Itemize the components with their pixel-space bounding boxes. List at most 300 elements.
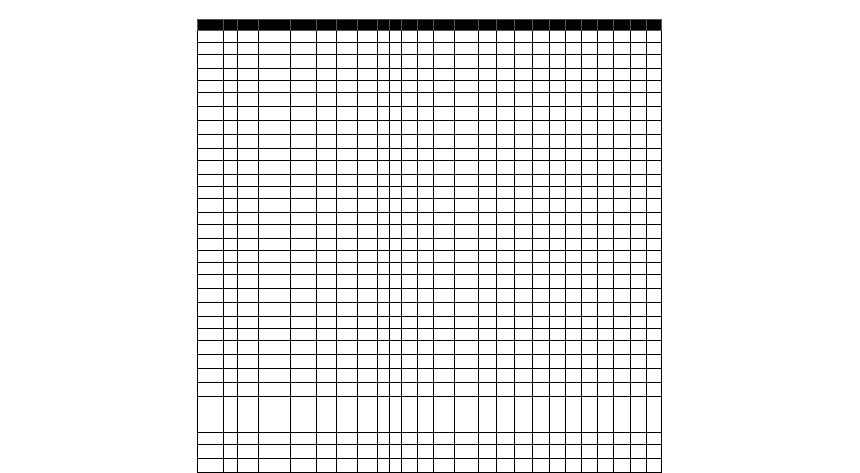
table-cell xyxy=(497,251,515,263)
table-cell xyxy=(549,31,565,43)
table-cell xyxy=(357,187,377,199)
table-cell xyxy=(646,317,661,329)
table-cell xyxy=(614,433,630,445)
table-cell xyxy=(614,43,630,55)
table-cell xyxy=(434,275,454,289)
table-cell xyxy=(357,329,377,341)
table-cell xyxy=(614,397,630,433)
table-cell xyxy=(389,121,401,135)
table-cell xyxy=(515,213,533,225)
table-cell xyxy=(224,31,238,43)
table-cell xyxy=(238,239,258,251)
table-cell xyxy=(630,251,646,263)
table-cell xyxy=(198,161,224,175)
table-cell xyxy=(533,341,549,355)
table-cell xyxy=(238,149,258,161)
table-cell xyxy=(533,135,549,149)
table-cell xyxy=(549,433,565,445)
table-cell xyxy=(630,121,646,135)
table-cell xyxy=(614,317,630,329)
table-cell xyxy=(630,317,646,329)
table-cell xyxy=(357,107,377,121)
table-cell xyxy=(565,81,581,93)
table-cell xyxy=(646,161,661,175)
table-cell xyxy=(515,187,533,199)
table-cell xyxy=(418,213,434,225)
table-cell xyxy=(614,135,630,149)
table-cell xyxy=(515,329,533,341)
table-cell xyxy=(377,355,389,369)
table-cell xyxy=(497,31,515,43)
table-cell xyxy=(238,355,258,369)
table-cell xyxy=(581,93,597,107)
column-header xyxy=(646,20,661,31)
table-cell xyxy=(497,275,515,289)
table-cell xyxy=(418,445,434,459)
table-cell xyxy=(238,213,258,225)
table-cell xyxy=(630,289,646,303)
table-cell xyxy=(377,445,389,459)
table-cell xyxy=(646,121,661,135)
table-cell xyxy=(454,383,478,397)
table-cell xyxy=(478,187,496,199)
table-cell xyxy=(598,397,614,433)
table-cell xyxy=(614,175,630,187)
table-cell xyxy=(337,317,357,329)
table-cell xyxy=(357,445,377,459)
table-cell xyxy=(337,459,357,473)
table-cell xyxy=(614,239,630,251)
table-cell xyxy=(646,303,661,317)
column-header xyxy=(337,20,357,31)
table-cell xyxy=(418,459,434,473)
table-cell xyxy=(434,445,454,459)
table-cell xyxy=(377,369,389,383)
table-cell xyxy=(614,161,630,175)
table-cell xyxy=(317,31,337,43)
table-cell xyxy=(497,369,515,383)
table-cell xyxy=(598,225,614,239)
table-cell xyxy=(646,213,661,225)
table-cell xyxy=(549,69,565,81)
table-cell xyxy=(581,383,597,397)
table-cell xyxy=(646,329,661,341)
table-cell xyxy=(614,289,630,303)
table-cell xyxy=(337,275,357,289)
table-cell xyxy=(377,213,389,225)
table-cell xyxy=(238,175,258,187)
table-cell xyxy=(565,355,581,369)
table-cell xyxy=(454,445,478,459)
table-cell xyxy=(515,149,533,161)
table-cell xyxy=(565,107,581,121)
table-cell xyxy=(614,329,630,341)
table-cell xyxy=(434,355,454,369)
table-cell xyxy=(565,289,581,303)
table-cell xyxy=(198,175,224,187)
table-cell xyxy=(454,263,478,275)
table-cell xyxy=(317,289,337,303)
table-cell xyxy=(290,275,316,289)
table-cell xyxy=(402,93,418,107)
table-cell xyxy=(238,341,258,355)
table-cell xyxy=(238,397,258,433)
table-row xyxy=(198,149,662,161)
table-cell xyxy=(565,397,581,433)
table-cell xyxy=(290,341,316,355)
table-cell xyxy=(290,213,316,225)
table-cell xyxy=(454,459,478,473)
table-cell xyxy=(614,55,630,69)
table-cell xyxy=(402,175,418,187)
table-cell xyxy=(515,31,533,43)
table-cell xyxy=(357,317,377,329)
table-cell xyxy=(478,459,496,473)
table-cell xyxy=(549,121,565,135)
table-cell xyxy=(630,445,646,459)
table-cell xyxy=(549,303,565,317)
table-cell xyxy=(198,187,224,199)
table-cell xyxy=(598,263,614,275)
table-cell xyxy=(434,289,454,303)
table-cell xyxy=(357,199,377,213)
table-cell xyxy=(258,81,290,93)
table-cell xyxy=(290,175,316,187)
table-cell xyxy=(418,317,434,329)
table-cell xyxy=(565,187,581,199)
table-cell xyxy=(454,397,478,433)
table-cell xyxy=(198,121,224,135)
table-cell xyxy=(533,121,549,135)
table-cell xyxy=(630,161,646,175)
table-cell xyxy=(418,81,434,93)
table-row xyxy=(198,263,662,275)
table-cell xyxy=(630,303,646,317)
table-cell xyxy=(238,121,258,135)
table-cell xyxy=(598,161,614,175)
table-cell xyxy=(198,55,224,69)
table-cell xyxy=(614,31,630,43)
table-cell xyxy=(317,383,337,397)
table-cell xyxy=(238,369,258,383)
table-cell xyxy=(646,263,661,275)
table-cell xyxy=(389,369,401,383)
table-cell xyxy=(497,289,515,303)
table-cell xyxy=(224,43,238,55)
table-cell xyxy=(515,81,533,93)
table-cell xyxy=(478,341,496,355)
table-cell xyxy=(581,135,597,149)
table-cell xyxy=(224,213,238,225)
table-cell xyxy=(258,341,290,355)
table-cell xyxy=(581,263,597,275)
table-cell xyxy=(614,459,630,473)
table-cell xyxy=(337,43,357,55)
table-cell xyxy=(224,121,238,135)
table-cell xyxy=(434,263,454,275)
table-cell xyxy=(598,445,614,459)
table-cell xyxy=(402,355,418,369)
table-cell xyxy=(581,107,597,121)
table-cell xyxy=(630,135,646,149)
table-cell xyxy=(198,263,224,275)
table-cell xyxy=(646,445,661,459)
table-cell xyxy=(454,289,478,303)
table-cell xyxy=(565,275,581,289)
table-cell xyxy=(598,135,614,149)
table-cell xyxy=(565,445,581,459)
table-cell xyxy=(238,433,258,445)
table-cell xyxy=(515,43,533,55)
table-cell xyxy=(533,445,549,459)
table-cell xyxy=(377,199,389,213)
table-cell xyxy=(198,225,224,239)
table-cell xyxy=(290,355,316,369)
table-cell xyxy=(646,175,661,187)
table-cell xyxy=(630,369,646,383)
table-cell xyxy=(565,263,581,275)
table-cell xyxy=(389,199,401,213)
table-cell xyxy=(402,383,418,397)
table-cell xyxy=(598,275,614,289)
table-cell xyxy=(646,81,661,93)
table-cell xyxy=(389,225,401,239)
table-cell xyxy=(258,187,290,199)
table-cell xyxy=(598,433,614,445)
table-cell xyxy=(646,341,661,355)
table-row xyxy=(198,303,662,317)
table-cell xyxy=(549,317,565,329)
table-cell xyxy=(357,369,377,383)
table-cell xyxy=(317,149,337,161)
table-cell xyxy=(224,81,238,93)
table-cell xyxy=(478,383,496,397)
table-cell xyxy=(565,459,581,473)
table-cell xyxy=(434,161,454,175)
table-cell xyxy=(434,251,454,263)
table-cell xyxy=(418,107,434,121)
column-header xyxy=(630,20,646,31)
table-cell xyxy=(497,43,515,55)
table-cell xyxy=(389,383,401,397)
table-cell xyxy=(581,341,597,355)
table-cell xyxy=(389,55,401,69)
column-header xyxy=(497,20,515,31)
table-cell xyxy=(402,81,418,93)
table-cell xyxy=(224,161,238,175)
table-cell xyxy=(389,107,401,121)
table-cell xyxy=(258,303,290,317)
table-cell xyxy=(515,275,533,289)
table-cell xyxy=(418,55,434,69)
table-cell xyxy=(454,93,478,107)
table-cell xyxy=(598,81,614,93)
table-cell xyxy=(290,369,316,383)
table-cell xyxy=(497,69,515,81)
table-cell xyxy=(418,433,434,445)
table-cell xyxy=(238,93,258,107)
table-cell xyxy=(357,81,377,93)
table-cell xyxy=(389,161,401,175)
table-cell xyxy=(454,225,478,239)
table-cell xyxy=(224,251,238,263)
table-cell xyxy=(533,107,549,121)
table-cell xyxy=(198,251,224,263)
table-cell xyxy=(549,329,565,341)
table-cell xyxy=(515,107,533,121)
table-cell xyxy=(402,459,418,473)
column-header xyxy=(549,20,565,31)
table-cell xyxy=(290,289,316,303)
table-cell xyxy=(533,93,549,107)
table-cell xyxy=(224,329,238,341)
table-cell xyxy=(497,187,515,199)
table-cell xyxy=(290,149,316,161)
table-cell xyxy=(224,289,238,303)
table-cell xyxy=(337,149,357,161)
table-cell xyxy=(549,175,565,187)
table-cell xyxy=(224,303,238,317)
table-cell xyxy=(198,459,224,473)
table-cell xyxy=(402,213,418,225)
table-cell xyxy=(454,275,478,289)
table-cell xyxy=(238,31,258,43)
table-cell xyxy=(290,43,316,55)
table-cell xyxy=(389,355,401,369)
column-header xyxy=(614,20,630,31)
table-cell xyxy=(357,251,377,263)
table-cell xyxy=(497,55,515,69)
table-cell xyxy=(418,121,434,135)
table-cell xyxy=(478,275,496,289)
table-cell xyxy=(317,303,337,317)
table-cell xyxy=(402,263,418,275)
table-cell xyxy=(198,317,224,329)
table-cell xyxy=(337,81,357,93)
table-cell xyxy=(238,289,258,303)
table-row xyxy=(198,317,662,329)
table-cell xyxy=(515,175,533,187)
table-cell xyxy=(478,239,496,251)
table-row xyxy=(198,397,662,433)
table-cell xyxy=(238,199,258,213)
table-cell xyxy=(290,199,316,213)
table-cell xyxy=(434,55,454,69)
table-row xyxy=(198,341,662,355)
table-cell xyxy=(402,187,418,199)
table-cell xyxy=(418,199,434,213)
table-cell xyxy=(389,135,401,149)
table-cell xyxy=(549,459,565,473)
table-row xyxy=(198,93,662,107)
table-row xyxy=(198,161,662,175)
table-cell xyxy=(418,93,434,107)
table-cell xyxy=(565,303,581,317)
table-cell xyxy=(565,341,581,355)
table-cell xyxy=(317,317,337,329)
table-body xyxy=(198,31,662,473)
table-cell xyxy=(238,69,258,81)
table-cell xyxy=(198,239,224,251)
table-cell xyxy=(198,213,224,225)
table-cell xyxy=(389,213,401,225)
table-cell xyxy=(418,239,434,251)
table-cell xyxy=(198,107,224,121)
table-cell xyxy=(377,31,389,43)
table-cell xyxy=(454,187,478,199)
table-cell xyxy=(377,397,389,433)
table-cell xyxy=(497,397,515,433)
table-cell xyxy=(581,187,597,199)
table-cell xyxy=(258,383,290,397)
table-row xyxy=(198,43,662,55)
table-cell xyxy=(377,161,389,175)
table-row xyxy=(198,369,662,383)
table-cell xyxy=(614,369,630,383)
table-cell xyxy=(418,69,434,81)
table-cell xyxy=(337,175,357,187)
table-cell xyxy=(402,369,418,383)
table-cell xyxy=(581,289,597,303)
table-cell xyxy=(478,199,496,213)
table-cell xyxy=(402,225,418,239)
table-row xyxy=(198,107,662,121)
table-cell xyxy=(581,275,597,289)
table-cell xyxy=(533,149,549,161)
table-cell xyxy=(357,383,377,397)
table-cell xyxy=(357,263,377,275)
table-cell xyxy=(478,43,496,55)
table-cell xyxy=(646,289,661,303)
table-cell xyxy=(389,459,401,473)
table-row xyxy=(198,329,662,341)
table-cell xyxy=(198,43,224,55)
table-cell xyxy=(454,107,478,121)
table-cell xyxy=(337,341,357,355)
table-cell xyxy=(549,263,565,275)
table-cell xyxy=(337,263,357,275)
table-cell xyxy=(646,355,661,369)
table-cell xyxy=(515,303,533,317)
table-cell xyxy=(565,149,581,161)
table-cell xyxy=(198,445,224,459)
table-cell xyxy=(614,251,630,263)
table-cell xyxy=(377,149,389,161)
table-cell xyxy=(224,69,238,81)
table-cell xyxy=(454,43,478,55)
table-row xyxy=(198,355,662,369)
table-cell xyxy=(290,329,316,341)
table-cell xyxy=(224,135,238,149)
table-cell xyxy=(646,199,661,213)
table-cell xyxy=(238,81,258,93)
table-cell xyxy=(402,55,418,69)
table-cell xyxy=(317,161,337,175)
table-cell xyxy=(434,69,454,81)
table-cell xyxy=(258,369,290,383)
table-cell xyxy=(224,445,238,459)
table-cell xyxy=(434,239,454,251)
table-cell xyxy=(614,355,630,369)
table-cell xyxy=(581,225,597,239)
table-cell xyxy=(258,251,290,263)
table-cell xyxy=(630,433,646,445)
table-cell xyxy=(290,107,316,121)
table-cell xyxy=(515,459,533,473)
table-cell xyxy=(581,175,597,187)
table-cell xyxy=(357,397,377,433)
table-cell xyxy=(317,275,337,289)
